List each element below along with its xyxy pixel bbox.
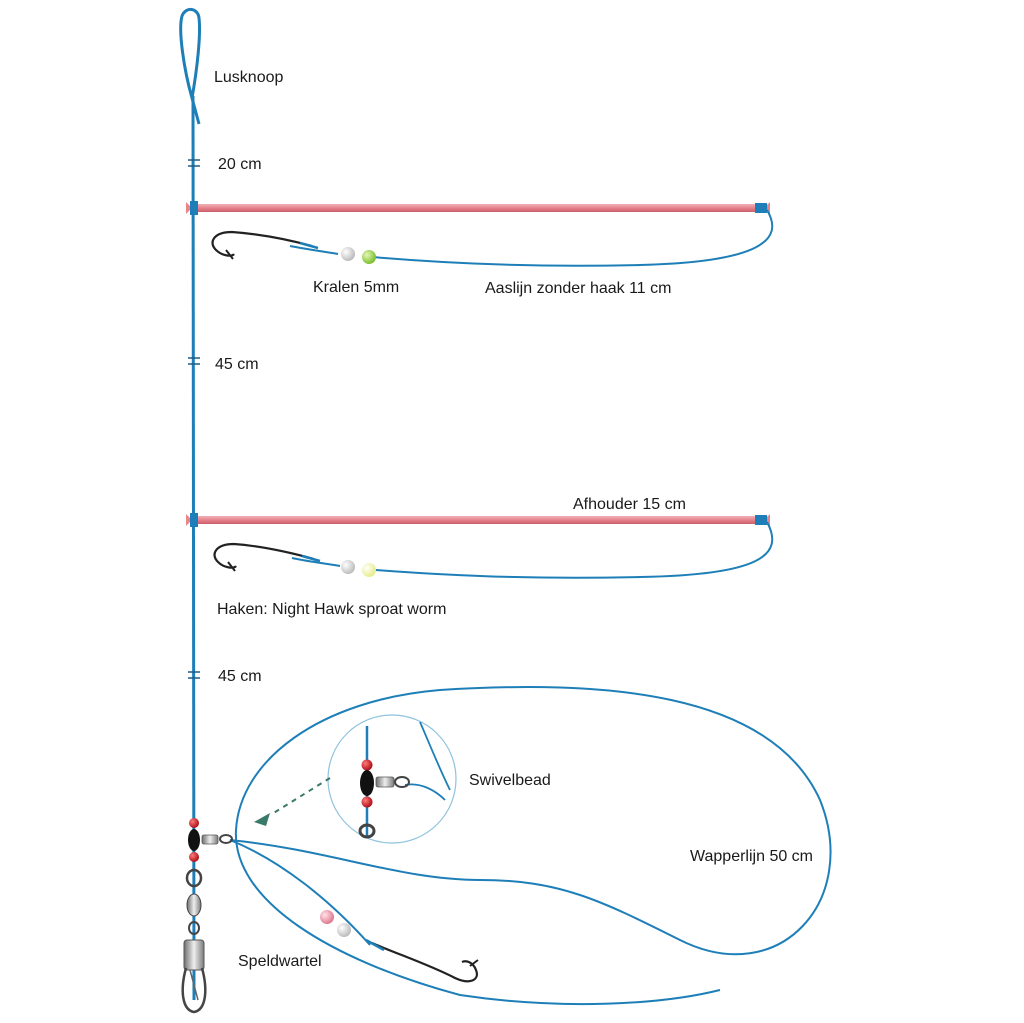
hook-2	[215, 544, 320, 571]
label-kralen: Kralen 5mm	[313, 279, 400, 296]
label-swivelbead: Swivelbead	[469, 772, 551, 789]
label-haken: Haken: Night Hawk sproat worm	[217, 601, 447, 618]
bead-green	[362, 250, 376, 264]
loop-knot	[181, 9, 200, 124]
label-distance-45cm-2: 45 cm	[218, 668, 262, 685]
bead-white	[341, 247, 355, 261]
bead-white	[341, 560, 355, 574]
label-distance-45cm-1: 45 cm	[215, 356, 259, 373]
label-aaslijn: Aaslijn zonder haak 11 cm	[485, 280, 672, 297]
label-distance-20cm: 20 cm	[218, 156, 262, 173]
zoom-pointer	[254, 778, 330, 826]
swivelbead	[188, 818, 232, 862]
beads-1	[341, 247, 376, 264]
boom-1	[186, 201, 772, 266]
label-speldwartel: Speldwartel	[238, 953, 322, 970]
beads-2	[341, 560, 376, 577]
bead-white	[337, 923, 351, 937]
swivelbead-detail-zoom	[328, 715, 456, 843]
label-wapperlijn: Wapperlijn 50 cm	[690, 848, 814, 865]
label-afhouder: Afhouder 15 cm	[573, 496, 686, 513]
hook-1	[213, 232, 318, 259]
boom-2	[186, 513, 772, 578]
label-lusknoop: Lusknoop	[214, 69, 284, 86]
bead-yellow	[362, 563, 376, 577]
main-line	[181, 9, 200, 1000]
bead-pink	[320, 910, 334, 924]
